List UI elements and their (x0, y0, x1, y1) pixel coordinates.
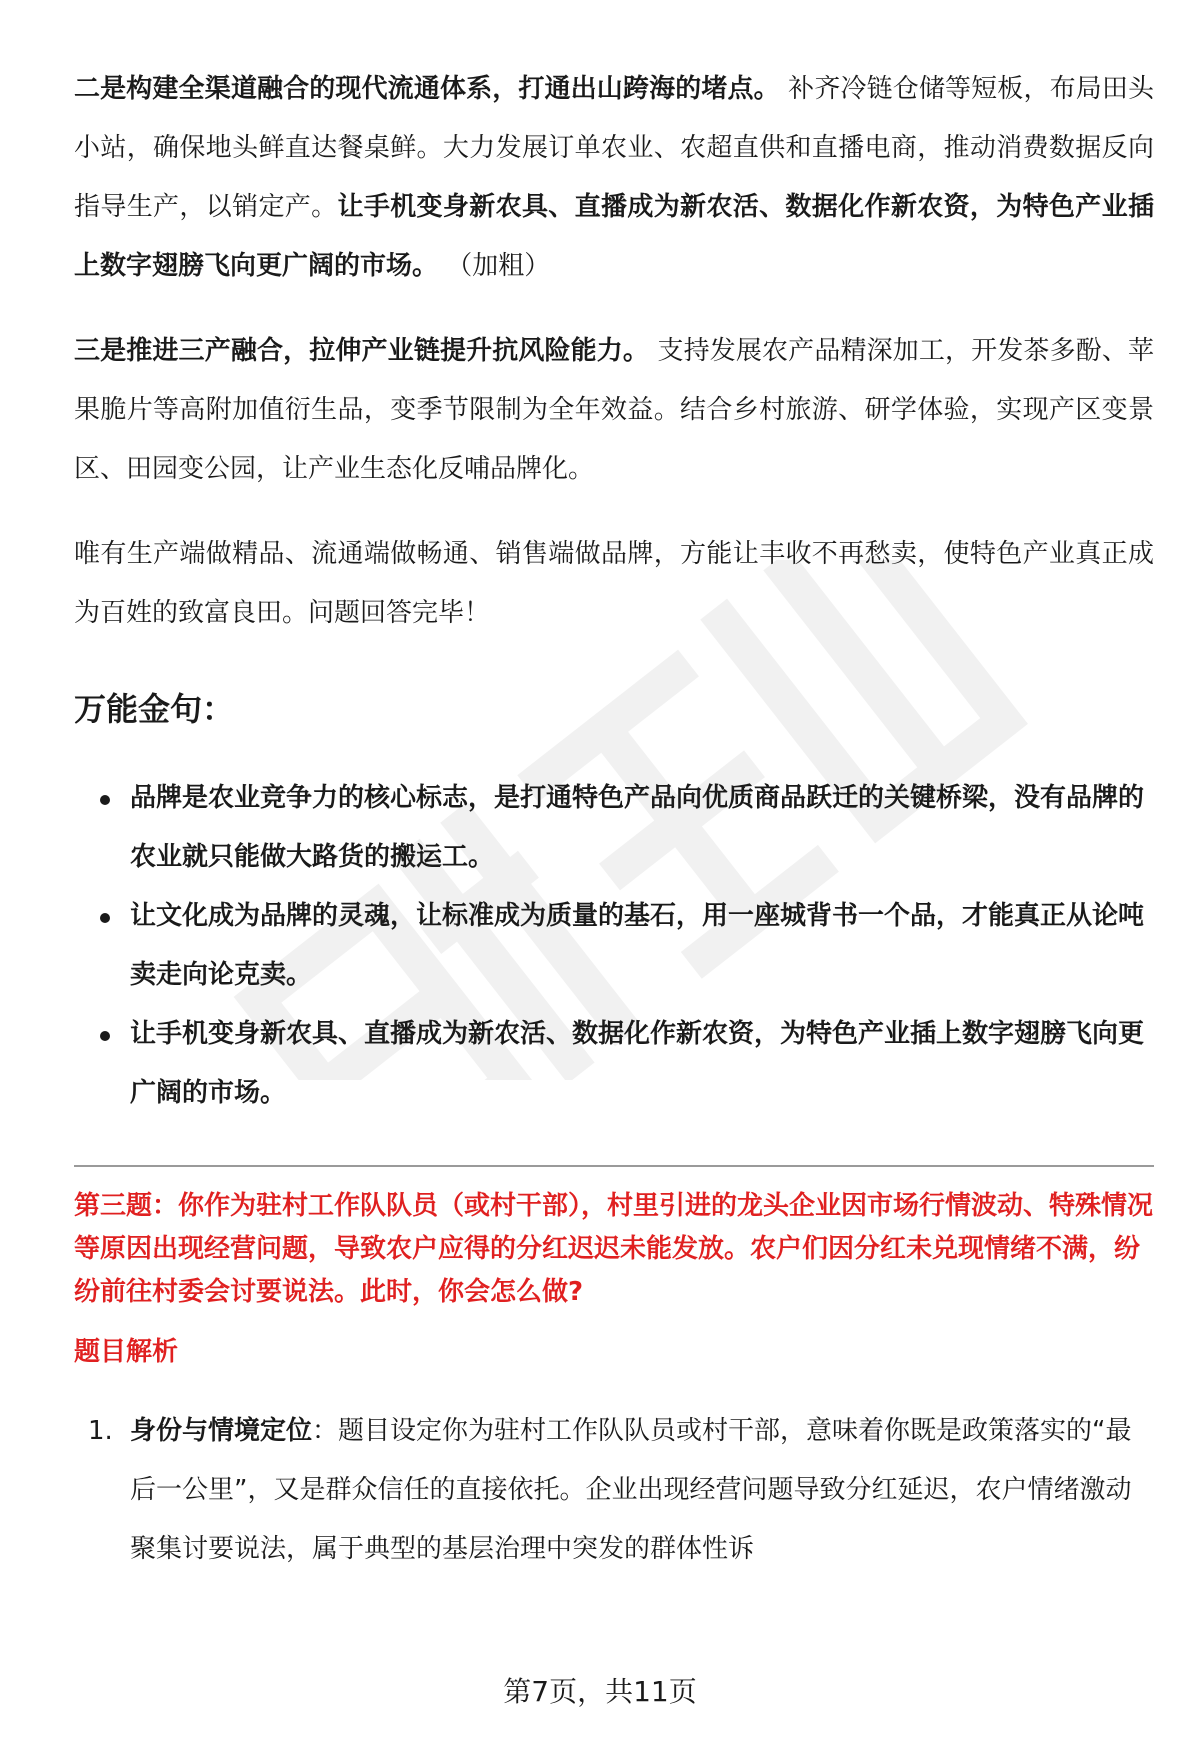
analysis-title: 题目解析 (74, 1337, 179, 1367)
bullet-icon (100, 913, 110, 923)
paragraph-conclusion: 唯有生产端做精品、流通端做畅通、销售端做品牌，方能让丰收不再愁卖，使特色产业真正成为百姓的致富良田。问题回答完毕！ (74, 539, 1154, 628)
golden-sentences-list (74, 769, 1154, 1123)
list-item: 让手机变身新农具、直播成为新农活、数据化作新农资，为特色产业插上数字翅膀飞向更广阔的市场。 (74, 1005, 1154, 1123)
paragraph-lead: 三是推进三产融合，拉伸产业链提升抗风险能力。 (74, 336, 650, 366)
paragraph-integration (74, 322, 1154, 499)
paragraph-text: 支持发展农产品精深加工，开发茶多酚、苹果脆片等高附加值衍生品，变季节限制为全年效益。结合乡村旅游、研学体验，实现产区变景区、田园变公园，让产业生态化反哺品牌化。 (74, 336, 1154, 484)
page-footer: 第7页，共11页 (503, 1675, 697, 1708)
list-item: 品牌是农业竞争力的核心标志，是打通特色产品向优质商品跃迁的关键桥梁，没有品牌的农业就只能做大路货的搬运工。 (74, 769, 1154, 887)
analysis-list (74, 1402, 1154, 1579)
paragraph-note: （加粗） (438, 251, 551, 281)
bullet-icon (100, 795, 110, 805)
paragraph-bold-text: 让手机变身新农具、直播成为新农活、数据化作新农资，为特色产业插上数字翅膀飞向更广阔的市场。 (74, 192, 1154, 281)
list-item-lead: 身份与情境定位 (130, 1416, 313, 1446)
list-item-text: ：题目设定你为驻村工作队队员或村干部，意味着你既是政策落实的“最后一公里”，又是群众信任的直接依托。企业出现经营问题导致分红延迟，农户情绪激动聚集讨要说法，属于典型的基层治理中突发的群体性诉 (130, 1416, 1132, 1564)
list-item: 让文化成为品牌的灵魂，让标准成为质量的基石，用一座城背书一个品，才能真正从论吨卖走向论克卖。 (74, 887, 1154, 1005)
list-item (74, 1402, 1154, 1579)
question-text: 第三题：你作为驻村工作队队员（或村干部），村里引进的龙头企业因市场行情波动、特殊情况等原因出现经营问题，导致农户应得的分红迟迟未能发放。农户们因分红未兑现情绪不满，纷纷前往村委会讨要说法。此时，你会怎么做? (74, 1191, 1154, 1307)
paragraph-circulation (74, 60, 1154, 296)
golden-sentences-title: 万能金句： (74, 690, 235, 728)
paragraph-lead: 二是构建全渠道融合的现代流通体系，打通出山跨海的堵点。 (74, 74, 780, 104)
bullet-icon (100, 1031, 110, 1041)
document-body (74, 60, 1154, 1579)
list-number: 1. (88, 1416, 113, 1446)
paragraph-text: 补齐冷链仓储等短板，布局田头小站，确保地头鲜直达餐桌鲜。大力发展订单农业、农超直供和直播电商，推动消费数据反向指导生产，以销定产。 (74, 74, 1154, 222)
